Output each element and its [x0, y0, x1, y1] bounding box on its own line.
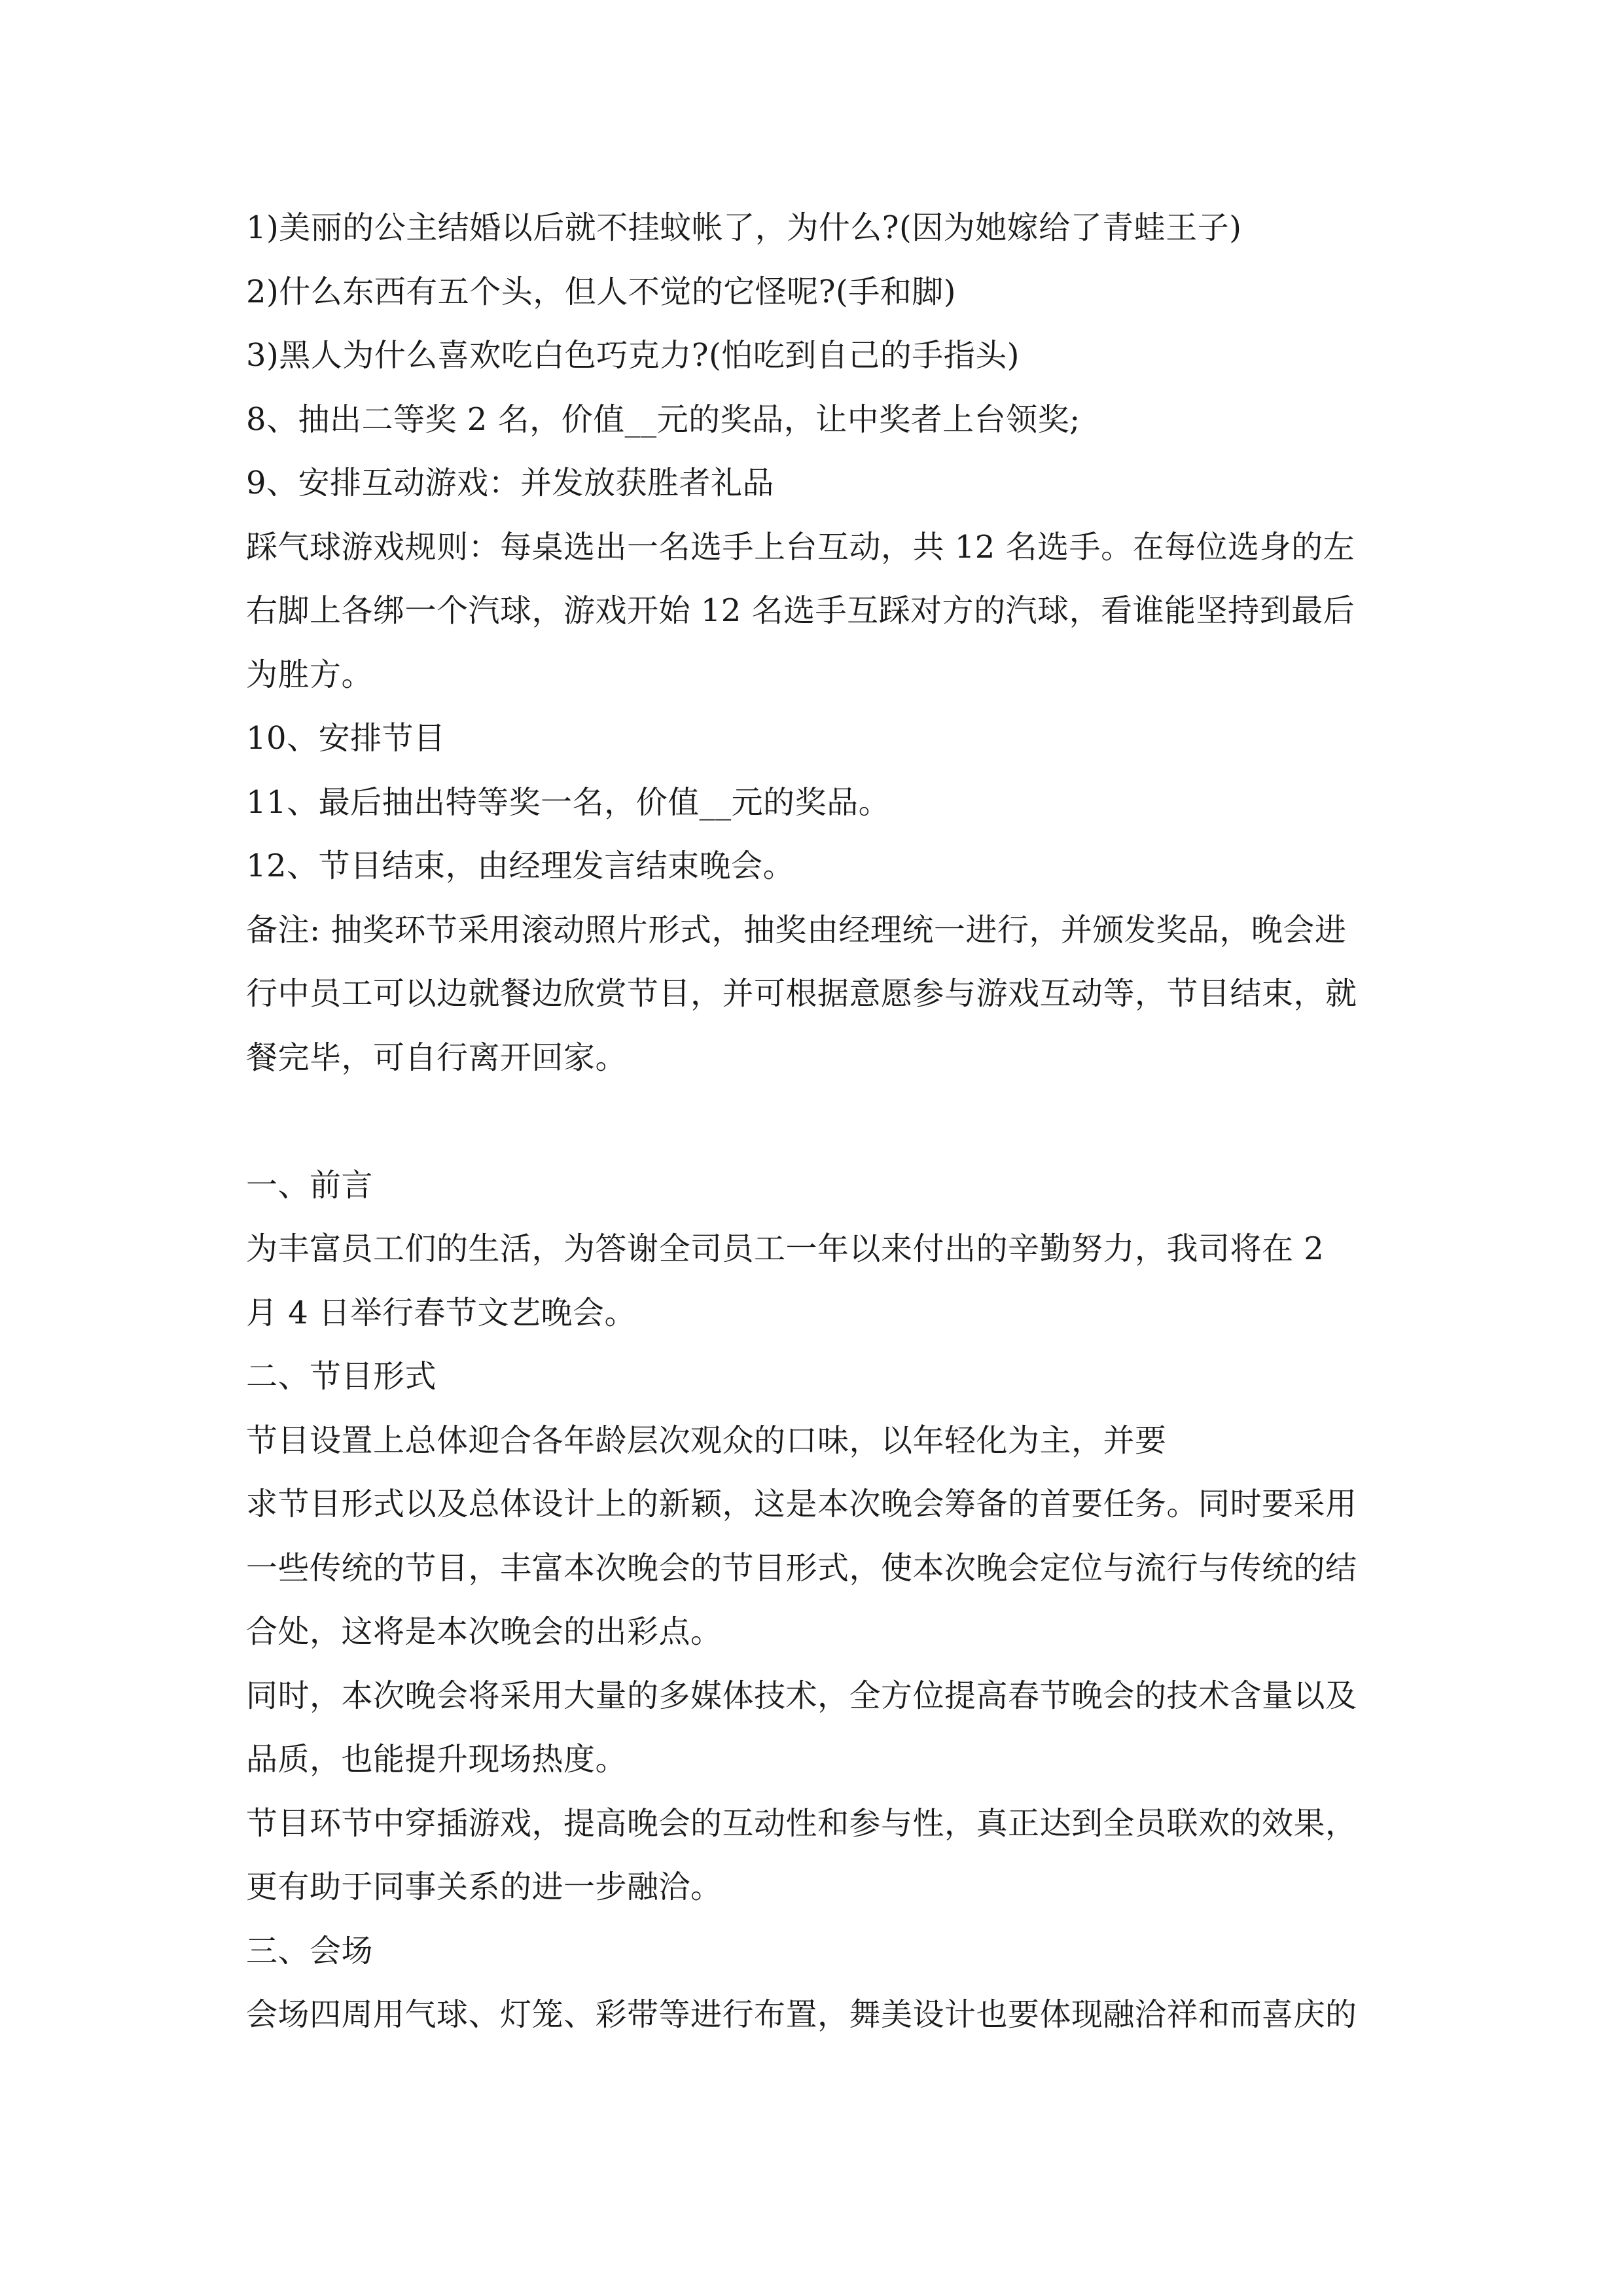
text-line: 9、安排互动游戏：并发放获胜者礼品 [246, 465, 775, 501]
text-line: 10、安排节目 [246, 720, 446, 757]
text-line: 月 4 日举行春节文艺晚会。 [246, 1294, 637, 1331]
text-line: 为丰富员工们的生活，为答谢全司员工一年以来付出的辛勤努力，我司将在 2 [246, 1230, 1325, 1267]
document-body [246, 196, 1378, 2047]
text-line: 节目设置上总体迎合各年龄层次观众的口味，以年轻化为主，并要 [246, 1422, 1167, 1459]
text-line: 3)黑人为什么喜欢吃白色巧克力?(怕吃到自己的手指头) [246, 337, 1020, 374]
text-line: 右脚上各绑一个汽球，游戏开始 12 名选手互踩对方的汽球，看谁能坚持到最后 [246, 592, 1355, 629]
text-line: 会场四周用气球、灯笼、彩带等进行布置，舞美设计也要体现融洽祥和而喜庆的 [246, 1996, 1357, 2033]
text-line: 更有助于同事关系的进一步融洽。 [246, 1869, 722, 1905]
text-line: 11、最后抽出特等奖一名，价值__元的奖品。 [246, 783, 891, 821]
text-line: 12、节目结束，由经理发言结束晚会。 [246, 848, 795, 884]
section-heading: 三、会场 [246, 1932, 374, 1969]
text-line: 品质，也能提升现场热度。 [246, 1741, 628, 1778]
section-heading: 二、节目形式 [246, 1358, 437, 1395]
text-line: 求节目形式以及总体设计上的新颖，这是本次晚会筹备的首要任务。同时要采用 [246, 1486, 1357, 1522]
text-line: 为胜方。 [246, 656, 374, 693]
text-line: 8、抽出二等奖 2 名，价值__元的奖品，让中奖者上台领奖; [246, 401, 1080, 438]
section-heading: 一、前言 [246, 1166, 374, 1204]
text-line: 行中员工可以边就餐边欣赏节目，并可根据意愿参与游戏互动等，节目结束，就 [246, 975, 1357, 1012]
text-line: 节目环节中穿插游戏，提高晚会的互动性和参与性，真正达到全员联欢的效果， [246, 1804, 1357, 1842]
text-line: 一些传统的节目，丰富本次晚会的节目形式，使本次晚会定位与流行与传统的结 [246, 1549, 1357, 1587]
text-line: 2)什么东西有五个头，但人不觉的它怪呢?(手和脚) [246, 273, 956, 310]
text-line: 踩气球游戏规则：每桌选出一名选手上台互动，共 12 名选手。在每位选身的左 [246, 528, 1355, 565]
text-line: 备注: 抽奖环节采用滚动照片形式，抽奖由经理统一进行，并颁发奖品，晚会进 [246, 911, 1347, 948]
text-line: 1)美丽的公主结婚以后就不挂蚊帐了，为什么?(因为她嫁给了青蛙王子) [246, 209, 1242, 246]
blank-line [246, 1090, 1378, 1154]
text-line: 餐完毕，可自行离开回家。 [246, 1039, 628, 1076]
text-line: 同时，本次晚会将采用大量的多媒体技术，全方位提高春节晚会的技术含量以及 [246, 1677, 1357, 1714]
text-line: 合处，这将是本次晚会的出彩点。 [246, 1613, 722, 1650]
